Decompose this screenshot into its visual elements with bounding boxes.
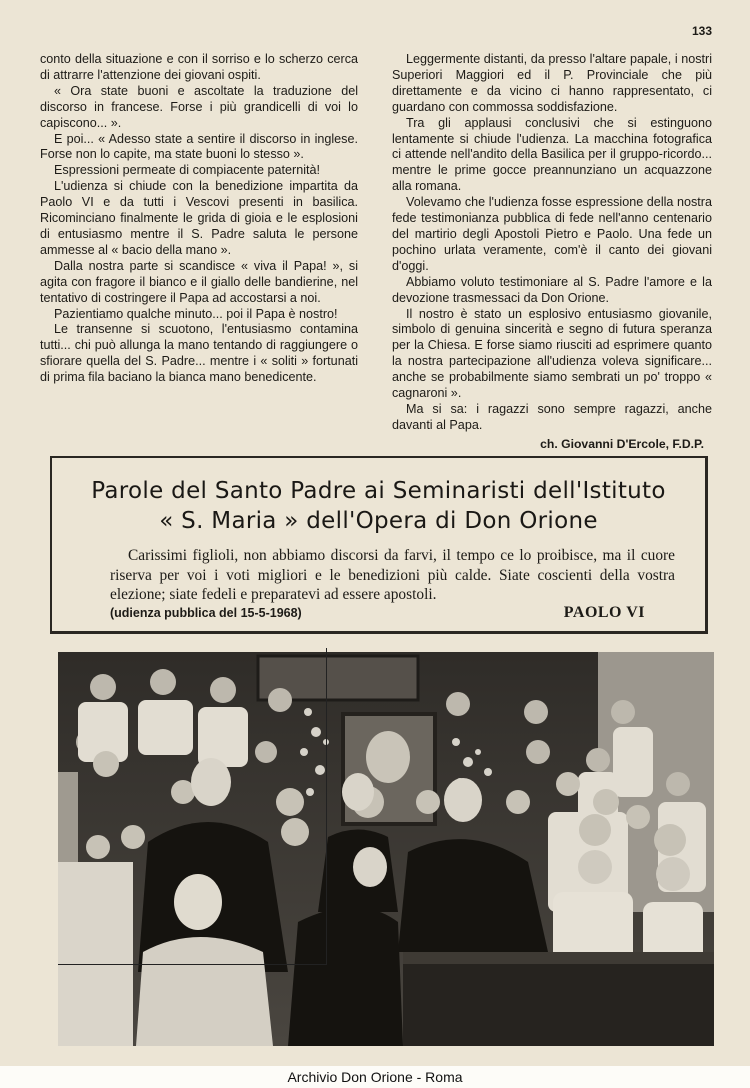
right-column [392,52,712,453]
paragraph: Abbiamo voluto testimoniare al S. Padre l'amore e la devozione trasmessaci da Don Orione. [392,274,712,305]
paragraph: Leggermente distanti, da presso l'altare papale, i nostri Superiori Maggiori ed il P. Provinciale che più direttamente e da vicino ci hanno rappresentato, ci guardano con commossa soddisfazione. [392,52,712,114]
paragraph: E poi... « Adesso state a sentire il discorso in inglese. Forse non lo capite, ma state buoni lo stesso ». [40,131,358,162]
archive-footer: Archivio Don Orione - Roma [0,1066,750,1088]
paragraph: Pazientiamo qualche minuto... poi il Papa è nostro! [54,306,338,321]
paragraph: Le transenne si scuotono, l'entusiasmo contamina tutti... chi può allunga la mano tentando di raggiungere o sfiorare quella del S. Padre... mentre i « soliti » fortunati di prima fila baciano la bianca mano benedicente. [40,322,358,385]
crop-mark-horizontal [58,964,327,965]
crop-mark-vertical [326,648,327,964]
box-title [52,476,705,536]
papal-message-box [50,456,708,634]
quote-author: PAOLO VI [563,604,645,621]
box-footer [110,604,645,622]
papal-quote [110,546,675,605]
paragraph: Volevamo che l'udienza fosse espressione della nostra fede testimonianza pubblica di fede nell'anno centenario del martirio degli Apostoli Pietro e Paolo. Una fede un pochino urlata veramente, com'è il canto dei giovani d'oggi. [392,195,712,273]
paragraph: Il nostro è stato un esplosivo entusiasmo giovanile, simbolo di genuina sincerità e segno di futura speranza per la Chiesa. E forse siamo riusciti ad esprimere quanto la nostra partecipazione all'udienza voleva significare... anche se probabilmente siamo sembrati un po' troppo « cagnaroni ». [392,306,712,401]
paragraph: Tra gli applausi conclusivi che si estinguono lentamente si chiude l'udienza. La macchina fotografica ci attende nell'andito della Basilica per il gruppo-ricordo... mentre le prime gocce preannunziano un acquazzone alla romana. [392,115,712,194]
paragraph: Dalla nostra parte si scandisce « viva il Papa! », si agita con fragore il bianco e il giallo delle bandierine, nel tentativo di costringere il Papa ad accostarsi a noi. [40,258,358,305]
paragraph: « Ora state buoni e ascoltate la traduzione del discorso in francese. Forse i più grandicelli di voi lo capiscono... ». [40,83,358,130]
papal-quote-text: Carissimi figlioli, non abbiamo discorsi da farvi, il tempo ce lo proibisce, ma il cuore riserva per voi i voti migliori e le benedizioni più calde. Siate coscienti della vostra elezione; siate fedeli e preparatevi ad essere apostoli. [110,547,675,603]
paragraph: Ma si sa: i ragazzi sono sempre ragazzi, anche davanti al Papa. [392,401,712,432]
box-title-line: Parole del Santo Padre ai Seminaristi dell'Istituto [91,478,666,504]
left-column [40,52,358,386]
group-photo-illustration [58,652,714,1046]
page-number: 133 [691,24,712,38]
author-signature: ch. Giovanni D'Ercole, F.D.P. [540,436,704,451]
paragraph: L'udienza si chiude con la benedizione impartita da Paolo VI e da tutti i Vescovi presenti in basilica. Ricominciano finalmente le grida di gioia e le esplosioni di entusiasmo mentre il S. Padre saluta le persone ammesse al « bacio della mano ». [40,179,358,257]
box-title-line: « S. Maria » dell'Opera di Don Orione [159,508,598,534]
group-photo [58,652,714,1046]
paragraph: Espressioni permeate di compiacente paternità! [54,163,321,178]
audience-date: (udienza pubblica del 15-5-1968) [110,606,302,620]
paragraph: conto della situazione e con il sorriso e lo scherzo cerca di attrarre l'attenzione dei giovani ospiti. [40,52,358,82]
